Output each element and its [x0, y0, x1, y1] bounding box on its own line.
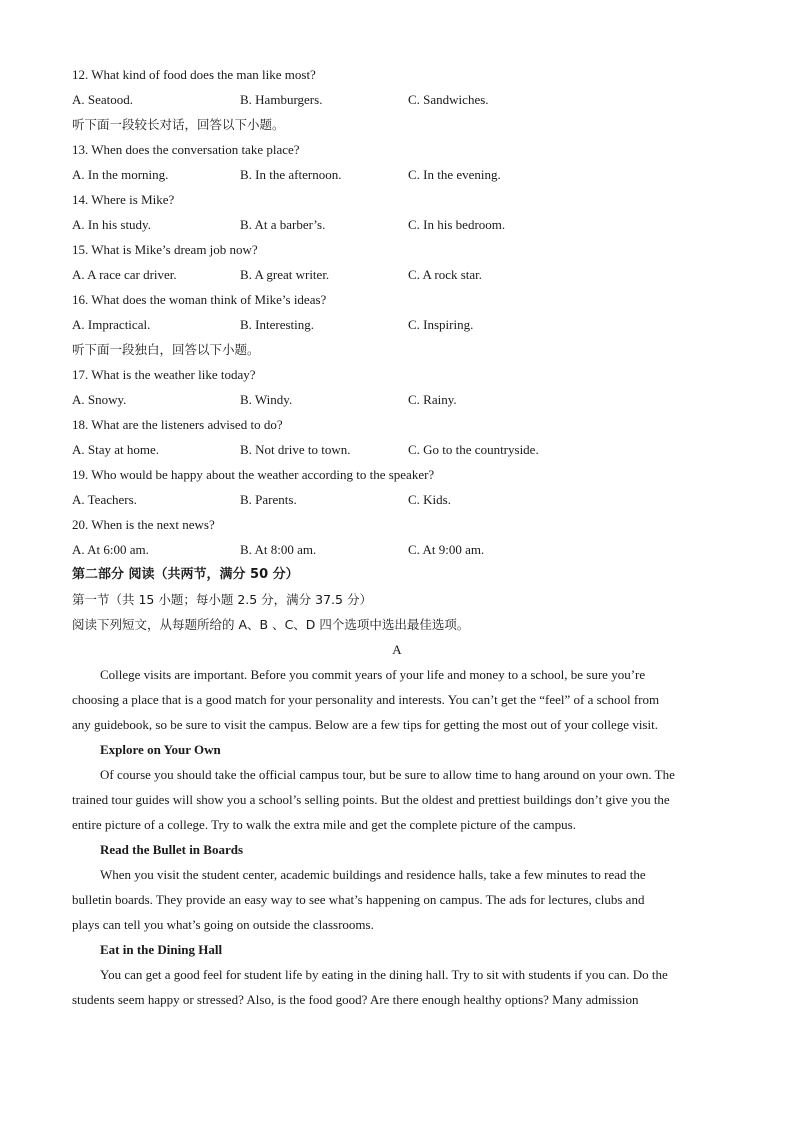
- option-c: C. Go to the countryside.: [408, 442, 539, 457]
- options-18: [72, 437, 722, 462]
- options-17: [72, 387, 722, 412]
- section1-title: 第一节（共 15 小题；每小题 2.5 分，满分 37.5 分）: [72, 592, 372, 607]
- options-12: [72, 87, 722, 112]
- section-heading: Explore on Your Own: [100, 742, 221, 757]
- listening-instruction-dialogue: 听下面一段较长对话，回答以下小题。: [72, 117, 285, 132]
- exam-page: [72, 62, 722, 1012]
- option-c: C. Rainy.: [408, 392, 457, 407]
- question-13: 13. When does the conversation take place?: [72, 142, 300, 157]
- option-a: A. A race car driver.: [72, 267, 177, 282]
- options-14: [72, 212, 722, 237]
- listening-instruction-monologue: 听下面一段独白，回答以下小题。: [72, 342, 260, 357]
- question-15: 15. What is Mike’s dream job now?: [72, 242, 258, 257]
- option-c: C. At 9:00 am.: [408, 542, 485, 557]
- option-a: A. In his study.: [72, 217, 151, 232]
- passage-line: entire picture of a college. Try to walk the extra mile and get the complete picture of the campus.: [72, 817, 576, 832]
- part2-title: 第二部分 阅读（共两节，满分 50 分）: [72, 567, 299, 582]
- options-20: [72, 537, 722, 562]
- question-19: 19. Who would be happy about the weather according to the speaker?: [72, 467, 435, 482]
- options-16: [72, 312, 722, 337]
- question-16: 16. What does the woman think of Mike’s ideas?: [72, 292, 327, 307]
- passage-line: trained tour guides will show you a school’s selling points. But the oldest and prettiest buildings don’t give you the: [72, 792, 670, 807]
- option-c: C. Inspiring.: [408, 317, 474, 332]
- section-paragraph: [72, 762, 722, 837]
- option-b: B. Parents.: [240, 492, 297, 507]
- option-a: A. Seatood.: [72, 92, 134, 107]
- option-b: B. Not drive to town.: [240, 442, 351, 457]
- passage-line: students seem happy or stressed? Also, is the food good? Are there enough healthy options? Many admission: [72, 992, 639, 1007]
- option-a: A. Impractical.: [72, 317, 151, 332]
- option-b: B. At 8:00 am.: [240, 542, 317, 557]
- options-19: [72, 487, 722, 512]
- option-a: A. Snowy.: [72, 392, 127, 407]
- passage-line: College visits are important. Before you commit years of your life and money to a school, be sure you’re: [100, 667, 646, 682]
- option-a: A. At 6:00 am.: [72, 542, 149, 557]
- option-c: C. Kids.: [408, 492, 451, 507]
- passage-line: You can get a good feel for student life by eating in the dining hall. Try to sit with students if you can. Do the: [100, 967, 668, 982]
- passage-line: When you visit the student center, academic buildings and residence halls, take a few minutes to read the: [100, 867, 646, 882]
- passage-line: plays can tell you what’s going on outside the classrooms.: [72, 917, 374, 932]
- passage-line: Of course you should take the official campus tour, but be sure to allow time to hang around on your own. The: [100, 767, 675, 782]
- question-20: 20. When is the next news?: [72, 517, 215, 532]
- option-a: A. In the morning.: [72, 167, 169, 182]
- section1-instruction: 阅读下列短文，从每题所给的 A、B 、C、D 四个选项中选出最佳选项。: [72, 617, 470, 632]
- option-b: B. At a barber’s.: [240, 217, 326, 232]
- passage-label: A: [392, 642, 402, 657]
- passage-intro: [72, 662, 722, 737]
- option-c: C. A rock star.: [408, 267, 483, 282]
- option-c: C. In the evening.: [408, 167, 501, 182]
- question-14: 14. Where is Mike?: [72, 192, 175, 207]
- question-12: 12. What kind of food does the man like most?: [72, 67, 316, 82]
- question-17: 17. What is the weather like today?: [72, 367, 256, 382]
- option-b: B. Interesting.: [240, 317, 315, 332]
- option-b: B. Hamburgers.: [240, 92, 323, 107]
- section-paragraph: [72, 962, 722, 1012]
- options-13: [72, 162, 722, 187]
- options-15: [72, 262, 722, 287]
- question-18: 18. What are the listeners advised to do?: [72, 417, 283, 432]
- option-c: C. Sandwiches.: [408, 92, 489, 107]
- option-a: A. Teachers.: [72, 492, 137, 507]
- section-heading: Eat in the Dining Hall: [100, 942, 223, 957]
- passage-line: any guidebook, so be sure to visit the campus. Below are a few tips for getting the most out of your college visit.: [72, 717, 658, 732]
- option-b: B. Windy.: [240, 392, 293, 407]
- section-paragraph: [72, 862, 722, 937]
- option-b: B. A great writer.: [240, 267, 330, 282]
- option-b: B. In the afternoon.: [240, 167, 342, 182]
- passage-line: choosing a place that is a good match for your personality and interests. You can’t get the “feel” of a school from: [72, 692, 660, 707]
- option-a: A. Stay at home.: [72, 442, 160, 457]
- passage-line: bulletin boards. They provide an easy way to see what’s happening on campus. The ads for lectures, clubs and: [72, 892, 645, 907]
- section-heading: Read the Bullet in Boards: [100, 842, 244, 857]
- option-c: C. In his bedroom.: [408, 217, 506, 232]
